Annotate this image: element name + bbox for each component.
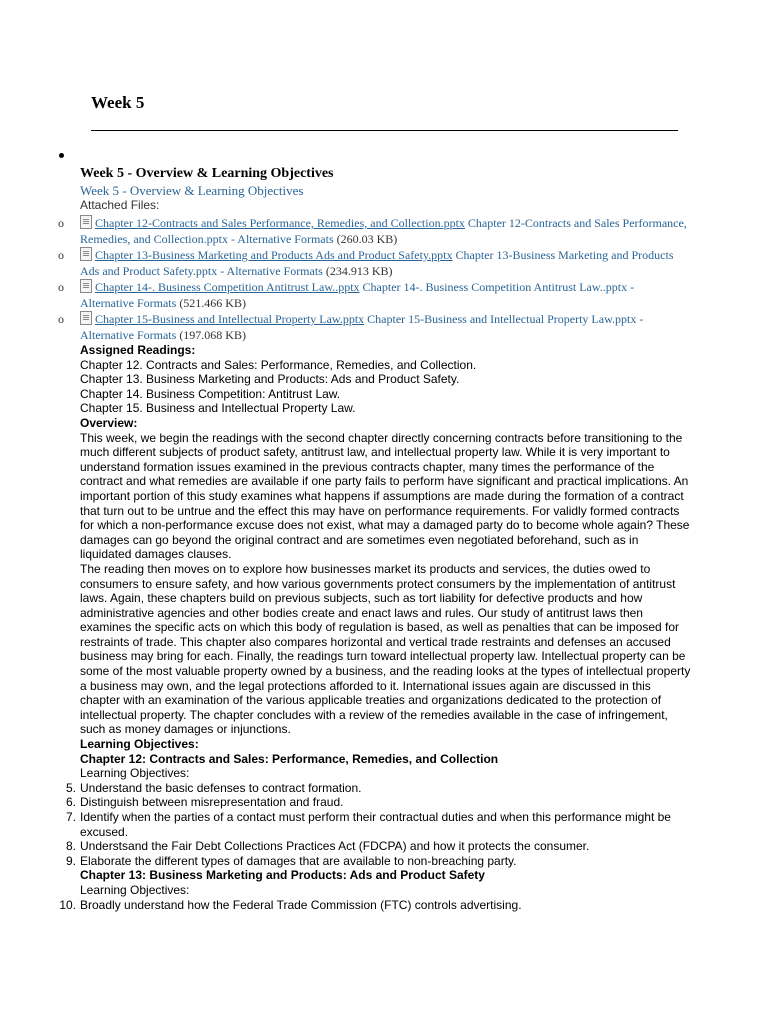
learning-objectives-heading: Learning Objectives:: [80, 737, 199, 752]
objective-text: Broadly understand how the Federal Trade Commission (FTC) controls advertising.: [80, 897, 522, 912]
file-link[interactable]: Chapter 12-Contracts and Sales Performance, Remedies, and Collection.pptx: [95, 216, 465, 230]
file-link[interactable]: Chapter 14-. Business Competition Antitrust Law..pptx: [95, 280, 360, 294]
list-marker: o: [58, 216, 64, 230]
file-link[interactable]: Chapter 13-Business Marketing and Products Ads and Product Safety.pptx: [95, 248, 453, 262]
objective-text: Identify when the parties of a contact must perform their contractual duties and when this performance might be excused.: [80, 810, 671, 839]
objective-number: 7.: [65, 810, 76, 824]
section-link[interactable]: Week 5 - Overview & Learning Objectives: [80, 183, 304, 198]
chapter-objectives-title: Chapter 13: Business Marketing and Products: Ads and Product Safety: [80, 868, 485, 883]
attached-file-item: [58, 215, 690, 247]
objective-text: Elaborate the different types of damages that are available to non-breaching party.: [80, 853, 517, 868]
document-icon: [80, 279, 92, 293]
list-marker: o: [58, 312, 64, 326]
week-heading: Week 5: [91, 93, 145, 112]
chapter-objectives-title: Chapter 12: Contracts and Sales: Performance, Remedies, and Collection: [80, 751, 499, 766]
attached-files-label: Attached Files:: [80, 198, 160, 212]
objective-number: 10.: [59, 897, 76, 912]
file-alternative-formats[interactable]: Chapter 13-Business Marketing and Products Ads and Product Safety.pptx - Alternative Formats: [80, 248, 674, 278]
objective-number: 9.: [65, 853, 76, 868]
reading-item: Chapter 14. Business Competition: Antitrust Law.: [80, 386, 341, 401]
learning-objectives-label: Learning Objectives:: [80, 882, 190, 897]
objective-number: 8.: [65, 839, 76, 854]
objective-text: Understsand the Fair Debt Collections Practices Act (FDCPA) and how it protects the consumer.: [80, 839, 590, 854]
assigned-readings-heading: Assigned Readings:: [80, 343, 196, 357]
objective-item: [65, 853, 692, 869]
objective-item: [65, 810, 692, 839]
objective-text: Understand the basic defenses to contract formation.: [80, 780, 362, 795]
file-alternative-formats[interactable]: Chapter 14-. Business Competition Antitrust Law..pptx - Alternative Formats: [80, 280, 635, 310]
file-alternative-formats[interactable]: Chapter 12-Contracts and Sales Performance, Remedies, and Collection.pptx - Alternative Formats: [80, 216, 687, 246]
attached-file-item: [58, 279, 690, 311]
document-icon: [80, 247, 92, 261]
section-title: Week 5 - Overview & Learning Objectives: [80, 166, 334, 181]
objective-number: 5.: [65, 780, 76, 795]
objective-item: [65, 795, 692, 810]
document-icon: [80, 311, 92, 325]
file-size: (234.913 KB): [322, 264, 393, 278]
attached-file-item: [58, 311, 690, 343]
objective-item: [59, 897, 692, 913]
overview-heading: Overview:: [80, 415, 138, 430]
objective-number: 6.: [65, 795, 76, 810]
objective-item: [65, 839, 692, 854]
overview-paragraph: This week, we begin the readings with the second chapter directly concerning contracts before transitioning to the much different subjects of product safety, antitrust law, and intellectual property law. While it is very important to understand formation issues examined in the previous contracts chapter, many times the performance of the contract and what remedies are available if one party fails to perform have significant and practical implications. An important portion of this study examines what happens if assumptions are made during the formation of a contract that turn out to be untrue and the effect this may have on performance requirements. For validly formed contracts for which a non-performance excuse does not exist, what may a damaged party do to become whole again? These damages can go beyond the original contract and are sometimes even negotiated beforehand, such as in liquidated damages clauses.: [80, 430, 690, 562]
content-body: [59, 343, 692, 912]
file-alternative-formats[interactable]: Chapter 15-Business and Intellectual Property Law.pptx - Alternative Formats: [80, 312, 644, 342]
file-size: (197.068 KB): [176, 328, 246, 342]
reading-item: Chapter 13. Business Marketing and Products: Ads and Product Safety.: [80, 372, 460, 387]
list-marker: o: [58, 280, 64, 294]
file-link[interactable]: Chapter 15-Business and Intellectual Property Law.pptx: [95, 312, 365, 326]
attached-file-item: [58, 247, 690, 279]
bullet-icon: [59, 153, 64, 158]
file-size: (521.466 KB): [176, 296, 246, 310]
learning-objectives-label: Learning Objectives:: [80, 766, 190, 781]
list-marker: o: [58, 248, 64, 262]
overview-paragraph: The reading then moves on to explore how businesses market its products and services, the duties owed to consumers to ensure safety, and how various governments protect consumers by the implementation of antitrust laws. Again, these chapters build on previous subjects, such as tort liability for defective products and how administrative agencies and other bodies create and enact laws and rules. Our study of antitrust laws then examines the specific acts on which this body of regulation is based, as well as penalties that can be imposed for restraints of trade. This chapter also compares horizontal and vertical trade restraints and defenses an accused business may bring for each. Finally, the readings turn toward intellectual property law. Intellectual property can be some of the most valuable property owned by a business, and the reading looks at the types of intellectual property a business may own, and the legal protections afforded to it. International issues again are discussed in this chapter with an examination of the various applicable treaties and organizations dedicated to the protection of intellectual property. The chapter concludes with a review of the remedies available in the case of infringement, such as money damages or injunctions.: [80, 561, 691, 737]
horizontal-rule: [91, 130, 678, 131]
document-icon: [80, 215, 92, 229]
objective-text: Distinguish between misrepresentation and fraud.: [80, 795, 344, 810]
file-size: (260.03 KB): [333, 232, 398, 246]
reading-item: Chapter 12. Contracts and Sales: Performance, Remedies, and Collection.: [80, 357, 477, 372]
objective-item: [65, 780, 692, 796]
reading-item: Chapter 15. Business and Intellectual Property Law.: [80, 401, 356, 416]
